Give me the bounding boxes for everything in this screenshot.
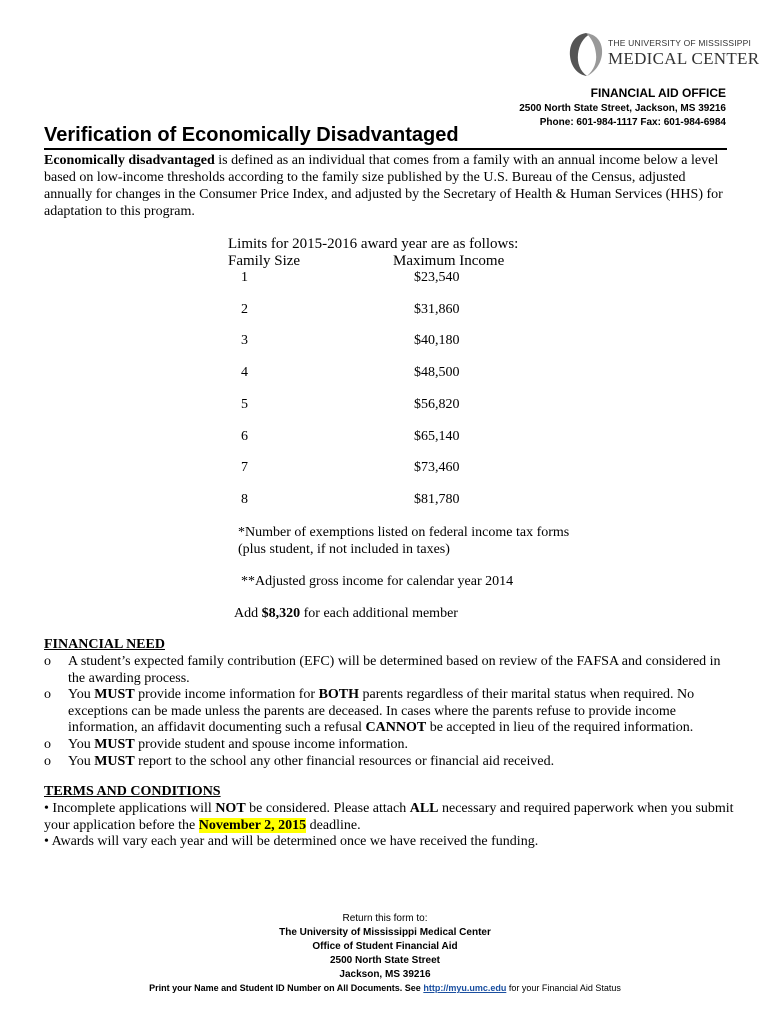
note-agi: **Adjusted gross income for calendar year 2014 bbox=[241, 574, 514, 589]
add-suffix: for each additional member bbox=[300, 606, 458, 621]
table-row bbox=[0, 365, 770, 383]
table-row bbox=[0, 429, 770, 447]
family-size-cell: 4 bbox=[241, 365, 248, 381]
intro-term: Economically disadvantaged bbox=[44, 153, 215, 168]
bullet-marker: o bbox=[44, 687, 51, 703]
family-size-cell: 5 bbox=[241, 396, 248, 412]
max-income-cell: $73,460 bbox=[414, 460, 460, 476]
table-row bbox=[0, 460, 770, 478]
page-title: Verification of Economically Disadvantaged bbox=[44, 124, 459, 146]
text-run: deadline. bbox=[306, 817, 361, 833]
deadline-date: November 2, 2015 bbox=[198, 817, 307, 833]
financial-need-list bbox=[44, 654, 734, 770]
text-run: necessary and required paperwork when you submit your application before the bbox=[44, 801, 734, 833]
text-run: provide income information for bbox=[134, 687, 319, 703]
family-size-cell: 1 bbox=[241, 270, 248, 285]
family-size-cell: 2 bbox=[241, 301, 248, 317]
list-item bbox=[44, 654, 734, 687]
return-org: The University of Mississippi Medical Center bbox=[279, 927, 491, 938]
col-max-income: Maximum Income bbox=[393, 253, 505, 269]
max-income-cell: $31,860 bbox=[414, 301, 460, 317]
text-run: report to the school any other financial resources or financial aid received. bbox=[134, 753, 555, 769]
myu-link[interactable]: http://myu.umc.edu bbox=[423, 983, 507, 993]
max-income-cell: $56,820 bbox=[414, 396, 460, 412]
list-item bbox=[44, 737, 734, 754]
print-note-text: Print your Name and Student ID Number on All Documents. See bbox=[149, 983, 424, 993]
terms-list bbox=[44, 801, 734, 851]
family-size-cell: 6 bbox=[241, 428, 248, 444]
max-income-cell: $48,500 bbox=[414, 365, 460, 381]
list-item bbox=[44, 687, 734, 737]
max-income-cell: $65,140 bbox=[414, 428, 460, 444]
emphasis: MUST bbox=[94, 753, 135, 769]
table-row bbox=[0, 492, 770, 510]
additional-member-note bbox=[234, 605, 458, 622]
max-income-cell: $40,180 bbox=[414, 333, 460, 349]
emphasis: MUST bbox=[94, 687, 135, 703]
bullet-marker: o bbox=[44, 736, 51, 752]
return-street: 2500 North State Street bbox=[329, 955, 441, 966]
print-note-suffix: for your Financial Aid Status bbox=[506, 983, 621, 993]
intro-text: is defined as an individual that comes from a family with an annual income below a level based on low-income thresholds according to the family size published by the U.S. Bureau of the Census, adjusted annually for changes in the Consumer Price Index, and adjusted by the Secretary of Health & Human Services (HHS) for adaptation to this program. bbox=[44, 153, 723, 219]
return-address bbox=[0, 912, 770, 982]
add-prefix: Add bbox=[234, 606, 262, 621]
family-size-cell: 3 bbox=[241, 333, 248, 349]
text-run: parents regardless of their marital status when required. No exceptions can be made unless the parents are deceased. In cases where the parents refuse to provide income information, an affidavit documenting such a refusal bbox=[68, 687, 695, 736]
family-size-cell: 7 bbox=[241, 460, 248, 476]
table-row bbox=[0, 397, 770, 415]
financial-need-heading: FINANCIAL NEED bbox=[44, 637, 165, 652]
emphasis: NOT bbox=[215, 801, 246, 816]
office-address: 2500 North State Street, Jackson, MS 39216 bbox=[519, 103, 726, 114]
table-row bbox=[0, 270, 770, 288]
text-run: You bbox=[68, 753, 95, 769]
emphasis: CANNOT bbox=[365, 720, 427, 736]
max-income-cell: $81,780 bbox=[414, 491, 460, 507]
bullet-marker: o bbox=[44, 654, 51, 669]
return-office: Office of Student Financial Aid bbox=[312, 941, 458, 952]
list-item bbox=[44, 801, 734, 834]
list-item-text: A student’s expected family contribution (EFC) will be determined based on review of the FAFSA and considered in the awarding process. bbox=[68, 654, 721, 686]
umc-logo bbox=[566, 30, 760, 80]
office-info bbox=[519, 84, 726, 130]
emphasis: MUST bbox=[94, 736, 135, 752]
terms-heading: TERMS AND CONDITIONS bbox=[44, 784, 221, 799]
logo-line-medical-center: MEDICAL CENTER bbox=[608, 49, 760, 68]
text-run: provide student and spouse income information. bbox=[134, 736, 409, 752]
max-income-cell: $23,540 bbox=[414, 270, 460, 285]
office-phone-fax: Phone: 601-984-1117 Fax: 601-984-6984 bbox=[539, 117, 726, 128]
table-row bbox=[0, 302, 770, 320]
office-name: FINANCIAL AID OFFICE bbox=[590, 86, 726, 100]
text-run: • Incomplete applications will bbox=[44, 801, 216, 816]
add-amount: $8,320 bbox=[261, 606, 301, 621]
text-run: You bbox=[68, 736, 95, 752]
family-size-cell: 8 bbox=[241, 491, 248, 507]
list-item: • Awards will vary each year and will be determined once we have received the funding. bbox=[44, 834, 539, 849]
list-item bbox=[44, 754, 734, 771]
bullet-marker: o bbox=[44, 753, 51, 769]
text-run: be considered. Please attach bbox=[245, 801, 410, 816]
note-exemptions: *Number of exemptions listed on federal income tax forms bbox=[238, 525, 570, 540]
text-run: be accepted in lieu of the required information. bbox=[426, 720, 694, 736]
limits-caption: Limits for 2015-2016 award year are as follows: bbox=[228, 236, 519, 252]
col-family-size: Family Size bbox=[228, 253, 301, 269]
print-note bbox=[0, 982, 770, 994]
title-divider bbox=[44, 148, 727, 150]
return-city: Jackson, MS 39216 bbox=[339, 969, 431, 980]
emphasis: BOTH bbox=[318, 687, 360, 703]
table-row bbox=[0, 333, 770, 351]
return-label: Return this form to: bbox=[342, 913, 428, 924]
text-run: You bbox=[68, 687, 95, 703]
logo-line-university: THE UNIVERSITY OF MISSISSIPPI bbox=[608, 38, 752, 48]
emphasis: ALL bbox=[409, 801, 439, 816]
note-plus-student: (plus student, if not included in taxes) bbox=[238, 542, 450, 557]
intro-paragraph bbox=[44, 152, 729, 220]
umc-logo-mark-icon bbox=[566, 30, 606, 78]
